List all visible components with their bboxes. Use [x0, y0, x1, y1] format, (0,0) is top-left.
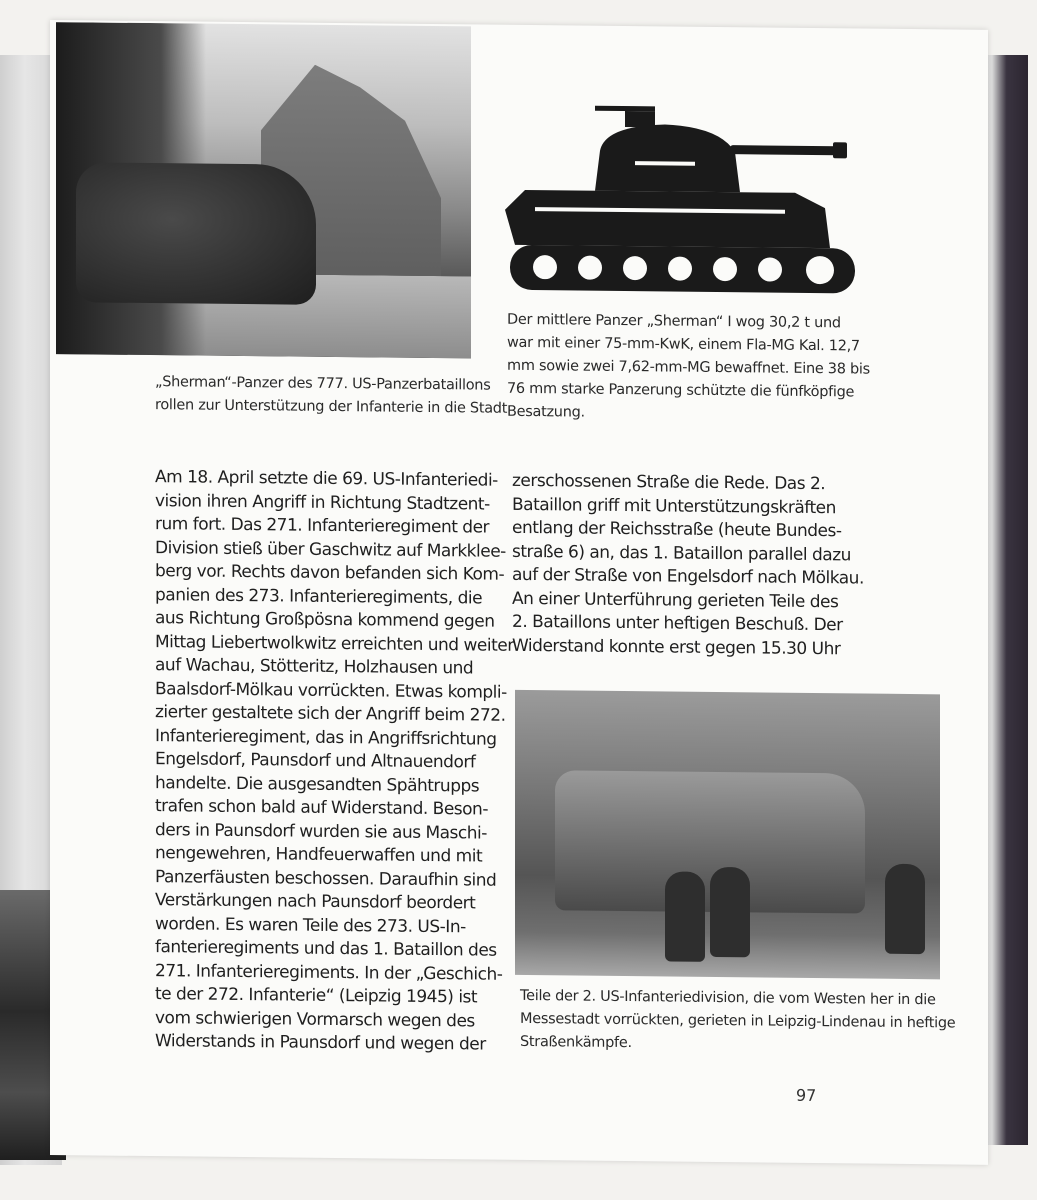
body-line: Engelsdorf, Paunsdorf und Altnauendorf — [155, 749, 476, 773]
body-line: Panzerfäusten beschossen. Daraufhin sind — [155, 866, 497, 891]
caption-line: Besatzung. — [507, 403, 585, 421]
body-line: Widerstand konnte erst gegen 15.30 Uhr — [512, 635, 841, 659]
soldier-figure — [885, 864, 925, 954]
body-line: Mittag Liebertwolkwitz erreichten und weiter — [155, 631, 514, 656]
body-line: auf der Straße von Engelsdorf nach Mölkau. — [512, 564, 864, 589]
sherman-drawing-caption — [507, 309, 870, 428]
caption-line: rollen zur Unterstützung der Infanterie in die Stadt — [155, 397, 508, 417]
body-line: Am 18. April setzte die 69. US-Infanteriedi- — [155, 467, 498, 491]
body-text-right-column — [512, 470, 864, 661]
body-line: panien des 273. Infanterieregiments, die — [155, 584, 483, 609]
body-line: handelte. Die ausgesandten Spähtrupps — [155, 772, 480, 796]
body-line: Baalsdorf-Mölkau vorrückten. Etwas kompli- — [155, 678, 507, 703]
caption-line: mm sowie zwei 7,62-mm-MG bewaffnet. Eine 38 bis — [507, 357, 870, 378]
body-line: nengewehren, Handfeuerwaffen und mit — [155, 843, 483, 867]
body-line: worden. Es waren Teile des 273. US-In- — [155, 913, 466, 937]
body-line: ders in Paunsdorf wurden sie aus Maschi- — [155, 819, 487, 844]
body-line: Infanterieregiment, das in Angriffsrichtung — [155, 725, 497, 750]
body-line: entlang der Reichsstraße (heute Bundes- — [512, 517, 842, 542]
soldier-figure — [710, 867, 750, 957]
caption-line: Straßenkämpfe. — [520, 1033, 632, 1052]
body-line: berg vor. Rechts davon befanden sich Kom- — [155, 561, 505, 585]
body-line: zerschossenen Straße die Rede. Das 2. — [512, 470, 826, 495]
body-line: te der 272. Infanterie“ (Leipzig 1945) ist — [155, 984, 478, 1008]
body-line: trafen schon bald auf Widerstand. Beson- — [155, 796, 488, 820]
caption-line: war mit einer 75-mm-KwK, einem Fla-MG Kal. 12,7 — [507, 334, 860, 355]
body-line: Verstärkungen nach Paunsdorf beordert — [155, 890, 476, 914]
body-line: vom schwierigen Vormarsch wegen des — [155, 1007, 475, 1031]
page-number: 97 — [796, 1085, 817, 1106]
body-line: zierter gestaltete sich der Angriff beim 272. — [155, 702, 506, 726]
body-line: Division stieß über Gaschwitz auf Markklee- — [155, 537, 506, 562]
caption-line: Teile der 2. US-Infanteriedivision, die vom Westen her in die — [520, 987, 936, 1009]
caption-line: Messestadt vorrückten, gerieten in Leipzig-Lindenau in heftige — [520, 1010, 956, 1032]
body-line: aus Richtung Großpösna kommend gegen — [155, 608, 495, 632]
sherman-tank — [76, 162, 316, 305]
caption-line: Der mittlere Panzer „Sherman“ I wog 30,2 t und — [507, 311, 841, 332]
soldier-figure — [665, 871, 705, 961]
body-line: Widerstands in Paunsdorf und wegen der — [155, 1031, 486, 1055]
body-text-left-column — [155, 466, 514, 1057]
body-line: 2. Bataillons unter heftigen Beschuß. Der — [512, 611, 843, 636]
caption-line: „Sherman“-Panzer des 777. US-Panzerbataillons — [155, 374, 491, 394]
book-page — [50, 20, 988, 1165]
body-line: 271. Infanterieregiments. In der „Geschich- — [155, 960, 503, 985]
body-line: straße 6) an, das 1. Bataillon parallel dazu — [512, 541, 851, 565]
sherman-street-photo — [56, 22, 471, 358]
caption-line: 76 mm starke Panzerung schützte die fünfköpfige — [507, 380, 855, 401]
street-fighting-photo — [515, 690, 940, 979]
body-line: An einer Unterführung gerieten Teile des — [512, 588, 839, 612]
body-line: fanterieregiments und das 1. Bataillon des — [155, 937, 497, 961]
sherman-tank-drawing — [495, 95, 870, 309]
body-line: rum fort. Das 271. Infanterieregiment der — [155, 514, 490, 538]
body-line: vision ihren Angriff in Richtung Stadtzent- — [155, 490, 490, 515]
body-line: auf Wachau, Stötteritz, Holzhausen und — [155, 655, 474, 679]
body-line: Bataillon griff mit Unterstützungskräften — [512, 494, 836, 518]
street-photo-caption — [520, 985, 956, 1058]
tank-photo-caption — [155, 371, 508, 420]
